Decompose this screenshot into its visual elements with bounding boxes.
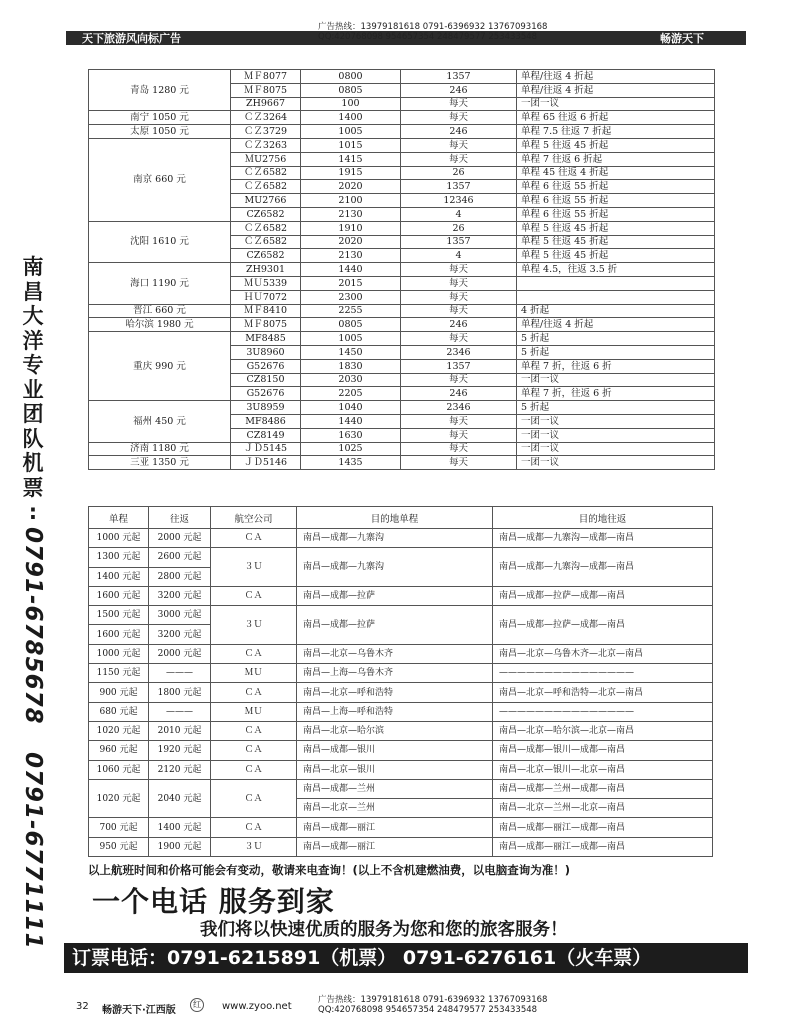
tour-roundtrip-price: 2800 元起 xyxy=(149,567,211,586)
flight-number: CZ8149 xyxy=(231,428,301,442)
flight-time: 1910 xyxy=(301,221,401,235)
tour-oneway-price: 700 元起 xyxy=(89,818,149,837)
tour-row xyxy=(89,644,713,663)
flight-discount: 单程/往返 4 折起 xyxy=(517,318,715,332)
flight-number: CZ6582 xyxy=(231,207,301,221)
flight-discount: 单程 4.5，往返 3.5 折 xyxy=(517,263,715,277)
flight-days: 1357 xyxy=(401,180,517,194)
flight-time: 1025 xyxy=(301,442,401,456)
flight-time: 1915 xyxy=(301,166,401,180)
tour-airline: ＣＡ xyxy=(211,721,297,740)
tour-oneway-price: 960 元起 xyxy=(89,741,149,760)
tour-oneway-route: 南昌—成都—九寨沟 xyxy=(297,548,493,587)
flight-days: 246 xyxy=(401,125,517,139)
flight-time: 2300 xyxy=(301,290,401,304)
tour-roundtrip-route: 南昌—北京—银川—北京—南昌 xyxy=(493,760,713,779)
tour-oneway-route: 南昌—成都—九寨沟 xyxy=(297,529,493,548)
page-header xyxy=(0,0,800,48)
flight-city: 太原 1050 元 xyxy=(89,125,231,139)
flight-time: 100 xyxy=(301,97,401,111)
footer-qq: QQ:420768098 954657354 248479577 253433548 xyxy=(318,1005,538,1015)
flight-discount: 单程 65 往返 6 折起 xyxy=(517,111,715,125)
flight-days: 每天 xyxy=(401,456,517,470)
flight-discount: 一团一议 xyxy=(517,456,715,470)
header-contacts xyxy=(318,22,547,42)
tour-roundtrip-price: 1800 元起 xyxy=(149,683,211,702)
footer-url[interactable]: www.zyoo.net xyxy=(222,1001,292,1012)
tour-row xyxy=(89,760,713,779)
flight-row xyxy=(89,111,715,125)
slogan-sub: 我们将以快速优质的服务为您和您的旅客服务！ xyxy=(200,920,568,940)
flight-number: ＭU2756 xyxy=(231,152,301,166)
side-banner-char: 票 xyxy=(22,475,44,500)
flight-row xyxy=(89,318,715,332)
price-notice: 以上航班时间和价格可能会有变动，敬请来电查询！(以上不含机建燃油费，以电脑查询为准！) xyxy=(88,863,571,877)
flight-discount: 一团一议 xyxy=(517,373,715,387)
flight-discount xyxy=(517,290,715,304)
side-banner-char: 昌 xyxy=(22,279,44,304)
tour-oneway-route: 南昌—北京—呼和浩特 xyxy=(297,683,493,702)
flight-row xyxy=(89,442,715,456)
tour-airline: ３Ｕ xyxy=(211,548,297,587)
flight-time: 1005 xyxy=(301,125,401,139)
flight-discount: 单程 6 往返 55 折起 xyxy=(517,194,715,208)
flight-days: 246 xyxy=(401,387,517,401)
flight-number: ZH9667 xyxy=(231,97,301,111)
flight-number: ＣＺ6582 xyxy=(231,180,301,194)
flight-city: 济南 1180 元 xyxy=(89,442,231,456)
tour-roundtrip-price: ——— xyxy=(149,664,211,683)
flight-days: 26 xyxy=(401,166,517,180)
flight-days: 每天 xyxy=(401,111,517,125)
tour-row xyxy=(89,683,713,702)
slogan-main: 一个电话 服务到家 xyxy=(92,885,335,918)
tour-roundtrip-price: 1400 元起 xyxy=(149,818,211,837)
tour-oneway-price: 680 元起 xyxy=(89,702,149,721)
tour-roundtrip-route: 南昌—成都—丽江—成都—南昌 xyxy=(493,837,713,856)
flight-city: 沈阳 1610 元 xyxy=(89,221,231,262)
side-banner-char: 机 xyxy=(22,451,44,475)
tour-roundtrip-route: 南昌—北京—乌鲁木齐—北京—南昌 xyxy=(493,644,713,663)
tour-roundtrip-price: 2000 元起 xyxy=(149,644,211,663)
flight-discount: 单程 5 往返 45 折起 xyxy=(517,138,715,152)
flight-discount: 单程 5 往返 45 折起 xyxy=(517,249,715,263)
flight-days: 每天 xyxy=(401,138,517,152)
footer-logo-icon: 红 xyxy=(190,998,204,1012)
flight-number: 3U8960 xyxy=(231,345,301,359)
flight-days: 1357 xyxy=(401,235,517,249)
footer-brand: 畅游天下·江西版 xyxy=(102,1005,176,1016)
flight-time: 1450 xyxy=(301,345,401,359)
flight-days: 4 xyxy=(401,249,517,263)
flight-number: MF8485 xyxy=(231,332,301,346)
tour-header-cell: 往返 xyxy=(149,507,211,529)
tour-oneway-price: 1000 元起 xyxy=(89,529,149,548)
tour-roundtrip-price: 2000 元起 xyxy=(149,529,211,548)
tour-airline: ＣＡ xyxy=(211,644,297,663)
flight-number: ＣＺ3729 xyxy=(231,125,301,139)
flight-discount: 单程 6 往返 55 折起 xyxy=(517,180,715,194)
flight-row xyxy=(89,401,715,415)
tour-row xyxy=(89,741,713,760)
flight-time: 2030 xyxy=(301,373,401,387)
tour-oneway-route: 南昌—成都—兰州 xyxy=(297,779,493,798)
flight-discount: 4 折起 xyxy=(517,304,715,318)
header-left-title: 天下旅游风向标广告 xyxy=(82,32,181,45)
tour-airline: ＣＡ xyxy=(211,586,297,605)
flight-discount: 单程 7 折，往返 6 折 xyxy=(517,359,715,373)
tour-oneway-price: 1150 元起 xyxy=(89,664,149,683)
flight-days: 每天 xyxy=(401,414,517,428)
flight-row xyxy=(89,304,715,318)
flight-discount: 单程 5 往返 45 折起 xyxy=(517,221,715,235)
flight-number: 3U8959 xyxy=(231,401,301,415)
tour-row xyxy=(89,779,713,798)
flight-time: 2015 xyxy=(301,276,401,290)
tour-airline: ＣＡ xyxy=(211,741,297,760)
tour-row xyxy=(89,702,713,721)
flight-days: 每天 xyxy=(401,332,517,346)
flight-discount: 单程/往返 4 折起 xyxy=(517,70,715,84)
flight-row xyxy=(89,221,715,235)
flight-number: ＣＺ6582 xyxy=(231,166,301,180)
flight-discount: 单程 45 往返 4 折起 xyxy=(517,166,715,180)
tour-row xyxy=(89,586,713,605)
flight-days: 每天 xyxy=(401,442,517,456)
side-banner-char: 南 xyxy=(22,255,44,279)
tour-roundtrip-route: 南昌—成都—拉萨—成都—南昌 xyxy=(493,586,713,605)
tour-airline: ＣＡ xyxy=(211,529,297,548)
side-banner xyxy=(18,255,48,950)
tour-oneway-price: 1060 元起 xyxy=(89,760,149,779)
tour-roundtrip-route: 南昌—成都—银川—成都—南昌 xyxy=(493,741,713,760)
tour-roundtrip-price: 1900 元起 xyxy=(149,837,211,856)
footer-hotline: 广告热线：13979181618 0791-6396932 13767093168 xyxy=(318,995,548,1005)
flight-discount: 一团一议 xyxy=(517,97,715,111)
flight-city: 南京 660 元 xyxy=(89,138,231,221)
flight-row xyxy=(89,138,715,152)
flight-row xyxy=(89,332,715,346)
flight-schedule-table xyxy=(88,69,715,470)
tour-row xyxy=(89,837,713,856)
flight-row xyxy=(89,263,715,277)
flight-time: 1630 xyxy=(301,428,401,442)
flight-number: ＣＺ3264 xyxy=(231,111,301,125)
tour-roundtrip-price: ——— xyxy=(149,702,211,721)
flight-number: CZ6582 xyxy=(231,249,301,263)
flight-days: 每天 xyxy=(401,263,517,277)
flight-number: ＣＺ3263 xyxy=(231,138,301,152)
flight-city: 三亚 1350 元 xyxy=(89,456,231,470)
tour-oneway-route: 南昌—上海—乌鲁木齐 xyxy=(297,664,493,683)
tour-oneway-price: 1020 元起 xyxy=(89,721,149,740)
flight-time: 1830 xyxy=(301,359,401,373)
tour-oneway-route: 南昌—成都—拉萨 xyxy=(297,606,493,645)
tour-roundtrip-route: 南昌—北京—哈尔滨—北京—南昌 xyxy=(493,721,713,740)
flight-days: 每天 xyxy=(401,290,517,304)
tour-header-cell: 单程 xyxy=(89,507,149,529)
tour-roundtrip-route: 南昌—成都—拉萨—成都—南昌 xyxy=(493,606,713,645)
flight-number: MF8486 xyxy=(231,414,301,428)
page-number: 32 xyxy=(76,1001,89,1012)
flight-days: 每天 xyxy=(401,276,517,290)
tour-oneway-price: 1500 元起 xyxy=(89,606,149,625)
side-banner-char: : xyxy=(28,500,38,524)
tour-price-table xyxy=(88,506,713,857)
flight-discount: 单程 7 往返 6 折起 xyxy=(517,152,715,166)
tour-row xyxy=(89,664,713,683)
flight-days: 246 xyxy=(401,83,517,97)
flight-city: 福州 450 元 xyxy=(89,401,231,442)
tour-roundtrip-route: 南昌—成都—丽江—成都—南昌 xyxy=(493,818,713,837)
tour-airline: ＣＡ xyxy=(211,779,297,818)
flight-days: 4 xyxy=(401,207,517,221)
flight-discount: 一团一议 xyxy=(517,442,715,456)
side-banner-title xyxy=(18,255,48,525)
flight-discount xyxy=(517,276,715,290)
flight-days: 246 xyxy=(401,318,517,332)
flight-days: 2346 xyxy=(401,345,517,359)
side-banner-char: 队 xyxy=(22,426,44,451)
header-hotline: 广告热线：13979181618 0791-6396932 13767093168 xyxy=(318,22,548,32)
tour-oneway-price: 950 元起 xyxy=(89,837,149,856)
flight-time: 1040 xyxy=(301,401,401,415)
flight-number: ＭＦ8410 xyxy=(231,304,301,318)
flight-discount: 一团一议 xyxy=(517,428,715,442)
flight-row xyxy=(89,456,715,470)
tour-oneway-price: 900 元起 xyxy=(89,683,149,702)
flight-time: 2130 xyxy=(301,249,401,263)
flight-time: 2020 xyxy=(301,235,401,249)
tour-airline: ３Ｕ xyxy=(211,606,297,645)
tour-oneway-price: 1600 元起 xyxy=(89,586,149,605)
flight-days: 2346 xyxy=(401,401,517,415)
flight-number: CZ8150 xyxy=(231,373,301,387)
flight-number: ＨＵ7072 xyxy=(231,290,301,304)
tour-oneway-route: 南昌—成都—丽江 xyxy=(297,818,493,837)
flight-city: 青岛 1280 元 xyxy=(89,70,231,111)
tour-header-cell: 航空公司 xyxy=(211,507,297,529)
flight-city: 晋江 660 元 xyxy=(89,304,231,318)
tour-roundtrip-price: 3000 元起 xyxy=(149,606,211,625)
tour-oneway-price: 1400 元起 xyxy=(89,567,149,586)
tour-oneway-price: 1600 元起 xyxy=(89,625,149,644)
flight-discount: 单程/往返 4 折起 xyxy=(517,83,715,97)
side-banner-char: 业 xyxy=(22,377,44,402)
tour-oneway-route: 南昌—成都—拉萨 xyxy=(297,586,493,605)
flight-number: ＭＦ8075 xyxy=(231,318,301,332)
flight-discount: 单程 6 往返 55 折起 xyxy=(517,207,715,221)
flight-discount: 5 折起 xyxy=(517,332,715,346)
flight-discount: 单程 5 往返 45 折起 xyxy=(517,235,715,249)
tour-airline: ＭＵ xyxy=(211,664,297,683)
tour-roundtrip-price: 3200 元起 xyxy=(149,586,211,605)
side-banner-char: 大 xyxy=(22,304,44,328)
flight-discount: 5 折起 xyxy=(517,401,715,415)
flight-city: 重庆 990 元 xyxy=(89,332,231,401)
flight-time: 1440 xyxy=(301,414,401,428)
booking-phones: 订票电话：0791-6215891（机票） 0791-6276161（火车票） xyxy=(64,943,748,973)
tour-oneway-price: 1000 元起 xyxy=(89,644,149,663)
flight-discount: 5 折起 xyxy=(517,345,715,359)
flight-time: 2130 xyxy=(301,207,401,221)
tour-roundtrip-price: 2010 元起 xyxy=(149,721,211,740)
flight-time: 2255 xyxy=(301,304,401,318)
flight-time: 1400 xyxy=(301,111,401,125)
flight-city: 海口 1190 元 xyxy=(89,263,231,304)
flight-number: ＪＤ5146 xyxy=(231,456,301,470)
tour-roundtrip-price: 1920 元起 xyxy=(149,741,211,760)
flight-days: 每天 xyxy=(401,97,517,111)
flight-time: 1440 xyxy=(301,263,401,277)
tour-roundtrip-route: 南昌—成都—兰州—成都—南昌 xyxy=(493,779,713,798)
flight-time: 1005 xyxy=(301,332,401,346)
tour-oneway-route: 南昌—成都—银川 xyxy=(297,741,493,760)
tour-airline: ＣＡ xyxy=(211,683,297,702)
tour-roundtrip-price: 2040 元起 xyxy=(149,779,211,818)
footer-contacts xyxy=(318,995,547,1015)
tour-roundtrip-price: 3200 元起 xyxy=(149,625,211,644)
side-banner-char: 专 xyxy=(22,353,44,377)
flight-time: 0805 xyxy=(301,83,401,97)
tour-roundtrip-route: 南昌—成都—九寨沟—成都—南昌 xyxy=(493,529,713,548)
tour-oneway-route: 南昌—北京—兰州 xyxy=(297,799,493,818)
tour-row xyxy=(89,548,713,567)
tour-airline: ３Ｕ xyxy=(211,837,297,856)
flight-number: G52676 xyxy=(231,387,301,401)
tour-row xyxy=(89,818,713,837)
flight-time: 1015 xyxy=(301,138,401,152)
tour-roundtrip-route: 南昌—北京—呼和浩特—北京—南昌 xyxy=(493,683,713,702)
flight-number: ＣＺ6582 xyxy=(231,235,301,249)
flight-days: 每天 xyxy=(401,428,517,442)
flight-number: ZH9301 xyxy=(231,263,301,277)
tour-header-cell: 目的地往返 xyxy=(493,507,713,529)
tour-roundtrip-price: 2120 元起 xyxy=(149,760,211,779)
flight-time: 2205 xyxy=(301,387,401,401)
tour-roundtrip-route: ——————————————— xyxy=(493,664,713,683)
tour-oneway-route: 南昌—北京—银川 xyxy=(297,760,493,779)
flight-time: 2020 xyxy=(301,180,401,194)
header-right-title: 畅游天下 xyxy=(660,32,704,45)
flight-discount: 一团一议 xyxy=(517,414,715,428)
tour-oneway-route: 南昌—上海—呼和浩特 xyxy=(297,702,493,721)
flight-days: 12346 xyxy=(401,194,517,208)
header-qq: QQ:420768098 954657354 248479577 253433548 xyxy=(318,32,538,42)
tour-oneway-route: 南昌—北京—乌鲁木齐 xyxy=(297,644,493,663)
flight-row xyxy=(89,70,715,84)
flight-discount: 单程 7 折，往返 6 折 xyxy=(517,387,715,401)
flight-time: 0805 xyxy=(301,318,401,332)
flight-number: ＭＵ5339 xyxy=(231,276,301,290)
flight-days: 1357 xyxy=(401,359,517,373)
flight-days: 26 xyxy=(401,221,517,235)
flight-discount: 单程 7.5 往返 7 折起 xyxy=(517,125,715,139)
flight-time: 2100 xyxy=(301,194,401,208)
flight-days: 每天 xyxy=(401,373,517,387)
flight-number: ＣＺ6582 xyxy=(231,221,301,235)
tour-row xyxy=(89,606,713,625)
flight-row xyxy=(89,125,715,139)
tour-row xyxy=(89,721,713,740)
flight-number: ＪＤ5145 xyxy=(231,442,301,456)
flight-time: 1415 xyxy=(301,152,401,166)
flight-days: 每天 xyxy=(401,304,517,318)
flight-time: 0800 xyxy=(301,70,401,84)
side-phone-1: 0791-6785678 xyxy=(20,526,46,725)
tour-roundtrip-route: 南昌—北京—兰州—北京—南昌 xyxy=(493,799,713,818)
tour-roundtrip-price: 2600 元起 xyxy=(149,548,211,567)
tour-roundtrip-route: 南昌—成都—九寨沟—成都—南昌 xyxy=(493,548,713,587)
flight-number: ＭＦ8077 xyxy=(231,70,301,84)
tour-header-cell: 目的地单程 xyxy=(297,507,493,529)
tour-oneway-route: 南昌—北京—哈尔滨 xyxy=(297,721,493,740)
flight-city: 哈尔滨 1980 元 xyxy=(89,318,231,332)
tour-airline: ＣＡ xyxy=(211,818,297,837)
tour-row xyxy=(89,529,713,548)
flight-number: ＭＦ8075 xyxy=(231,83,301,97)
side-banner-char: 洋 xyxy=(22,328,44,353)
tour-oneway-price: 1020 元起 xyxy=(89,779,149,818)
flight-city: 南宁 1050 元 xyxy=(89,111,231,125)
tour-oneway-route: 南昌—成都—丽江 xyxy=(297,837,493,856)
tour-roundtrip-route: ——————————————— xyxy=(493,702,713,721)
flight-days: 1357 xyxy=(401,70,517,84)
tour-airline: ＭＵ xyxy=(211,702,297,721)
flight-time: 1435 xyxy=(301,456,401,470)
tour-airline: ＣＡ xyxy=(211,760,297,779)
side-banner-char: 团 xyxy=(22,402,44,426)
flight-number: G52676 xyxy=(231,359,301,373)
tour-oneway-price: 1300 元起 xyxy=(89,548,149,567)
flight-number: MU2766 xyxy=(231,194,301,208)
side-phone-2: 0791-6771111 xyxy=(20,752,46,950)
flight-days: 每天 xyxy=(401,152,517,166)
